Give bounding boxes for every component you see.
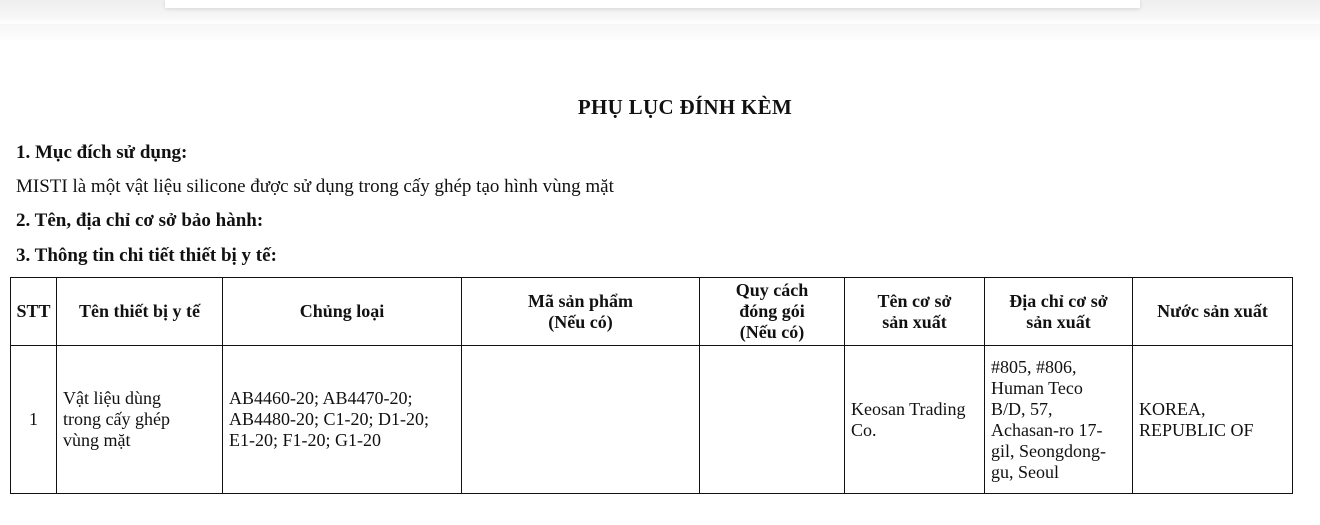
device-details-table: [10, 277, 1293, 494]
cell-address-line: Achasan-ro 17-: [991, 419, 1103, 440]
cell-address: [985, 346, 1133, 494]
cell-address-line: gu, Seoul: [991, 461, 1060, 482]
header-type: Chủng loại: [223, 278, 462, 346]
header-packaging-line2: đóng gói: [739, 301, 805, 321]
document-title: PHỤ LỤC ĐÍNH KÈM: [577, 95, 793, 119]
cell-product-code: [462, 346, 700, 494]
cell-address-line: gil, Seongdong-: [991, 440, 1106, 461]
table-row: [11, 346, 1293, 494]
cell-device-name-line: vùng mặt: [63, 430, 131, 450]
header-address-line1: Địa chỉ cơ sở: [1009, 290, 1108, 311]
header-packaging-line1: Quy cách: [735, 280, 809, 300]
cell-manufacturer-line: Keosan Trading: [851, 398, 966, 419]
header-packaging: [700, 278, 845, 346]
header-stt: STT: [11, 278, 57, 346]
details-heading: 3. Thông tin chi tiết thiết bị y tế:: [16, 245, 277, 266]
cell-country-line: REPUBLIC OF: [1139, 419, 1254, 440]
cell-packaging: [700, 346, 845, 494]
header-manufacturer-line2: sản xuất: [882, 311, 947, 332]
header-country: Nước sản xuất: [1133, 278, 1293, 346]
previous-page-edge: [165, 0, 1140, 8]
cell-address-line: Human Teco: [991, 377, 1083, 398]
header-product-code-line2: (Nếu có): [548, 311, 613, 332]
warranty-heading: 2. Tên, địa chỉ cơ sở bảo hành:: [16, 210, 264, 231]
header-device-name: Tên thiết bị y tế: [57, 278, 223, 346]
cell-address-line: #805, #806,: [991, 356, 1077, 377]
header-manufacturer: [845, 278, 985, 346]
cell-country: [1133, 346, 1293, 494]
header-product-code-line1: Mã sản phẩm: [527, 290, 634, 311]
cell-manufacturer-line: Co.: [851, 419, 877, 440]
header-manufacturer-line1: Tên cơ sở: [877, 290, 952, 311]
purpose-heading: 1. Mục đích sử dụng:: [16, 142, 188, 163]
cell-type-line: AB4480-20; C1-20; D1-20;: [229, 409, 429, 429]
cell-address-line: B/D, 57,: [991, 398, 1053, 419]
header-address-line2: sản xuất: [1026, 311, 1091, 332]
purpose-text: MISTI là một vật liệu silicone được sử dụng trong cấy ghép tạo hình vùng mặt: [16, 176, 614, 197]
cell-manufacturer: [845, 346, 985, 494]
cell-device-name-line: Vật liệu dùng: [63, 388, 161, 408]
header-product-code: [462, 278, 700, 346]
cell-type: [223, 346, 462, 494]
cell-stt: 1: [11, 346, 57, 494]
cell-type-line: E1-20; F1-20; G1-20: [229, 430, 381, 450]
header-address: [985, 278, 1133, 346]
cell-device-name: [57, 346, 223, 494]
cell-type-line: AB4460-20; AB4470-20;: [229, 388, 413, 408]
viewer-top-shadow: [0, 24, 1320, 42]
cell-device-name-line: trong cấy ghép: [63, 409, 170, 429]
header-packaging-line3: (Nếu có): [739, 322, 805, 342]
cell-country-line: KOREA,: [1139, 398, 1206, 419]
table-header-row: [11, 278, 1293, 346]
